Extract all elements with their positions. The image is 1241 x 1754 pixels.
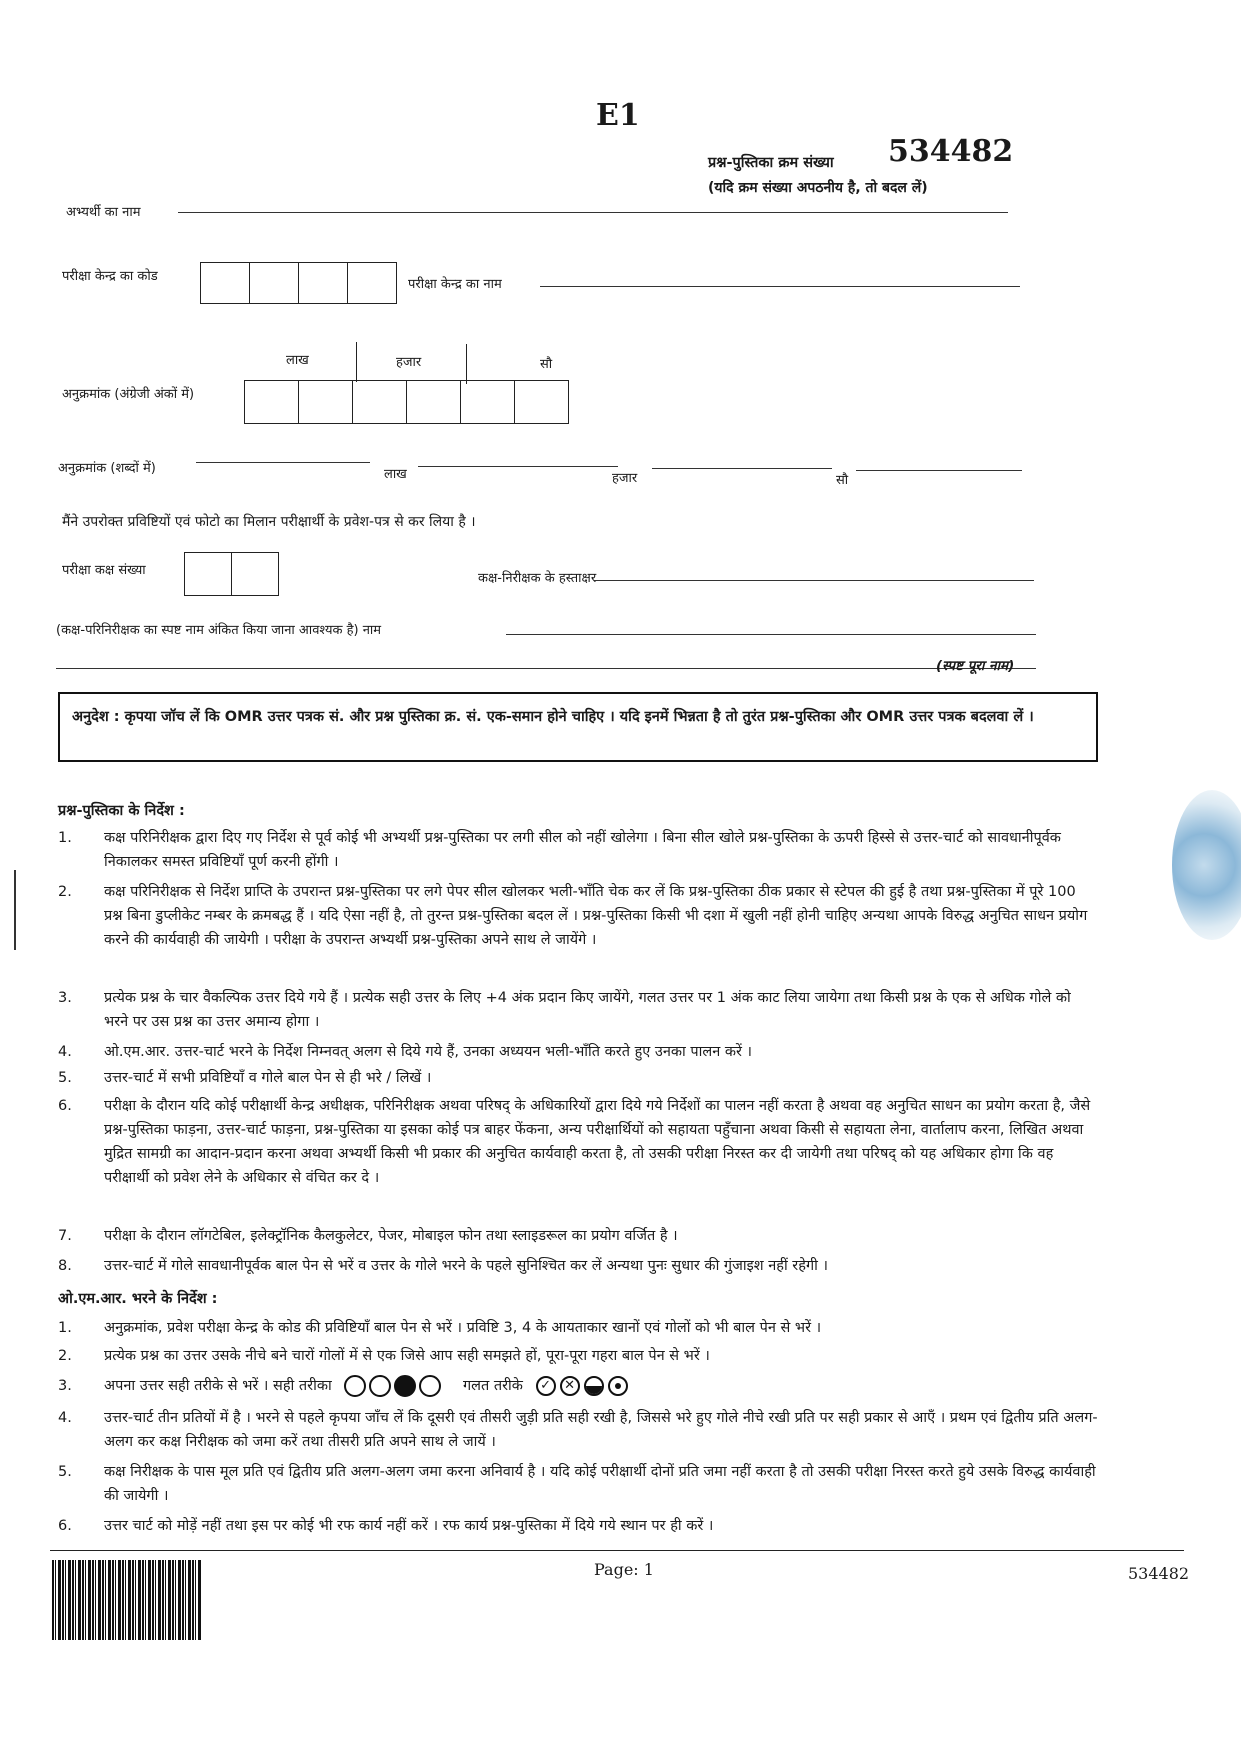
empty-bubble-icon — [369, 1375, 391, 1397]
instruction-number: 1. — [58, 830, 72, 846]
instruction-number: 4. — [58, 1044, 72, 1060]
lakh-header: लाख — [286, 353, 309, 368]
roll-digit-box[interactable] — [515, 381, 568, 423]
notice-box — [58, 692, 1098, 762]
candidate-name-label: अभ्यर्थी का नाम — [66, 205, 141, 220]
instruction-number: 6. — [58, 1098, 72, 1114]
roll-words-hazar: हजार — [612, 471, 638, 486]
omr-number: 5. — [58, 1464, 72, 1480]
centre-code-box[interactable] — [250, 263, 299, 303]
instruction-text: ओ.एम.आर. उत्तर-चार्ट भरने के निर्देश निम्नवत् अलग से दिये गये हैं, उनका अध्ययन भली-भाँति करते हुए उनका पालन करें । — [104, 1044, 753, 1060]
omr-text: प्रत्येक प्रश्न का उत्तर उसके नीचे बने चारों गोलों में से एक जिसे आप सही समझते हों, पूरा-पूरा गहरा बाल पेन से भरें । — [104, 1348, 710, 1364]
roll-digit-box[interactable] — [245, 381, 299, 423]
correct-method-text: अपना उत्तर सही तरीके से भरें । सही तरीका — [104, 1378, 332, 1394]
verify-statement: मैंने उपरोक्त प्रविष्टियों एवं फोटो का मिलान परीक्षार्थी के प्रवेश-पत्र से कर लिया है । — [62, 514, 476, 530]
filled-bubble-icon — [394, 1375, 416, 1397]
roll-words-sau: सौ — [836, 473, 849, 488]
instruction-number: 7. — [58, 1228, 72, 1244]
centre-name-label: परीक्षा केन्द्र का नाम — [408, 277, 502, 292]
instruction-text: प्रत्येक प्रश्न के चार वैकल्पिक उत्तर दिये गये हैं । प्रत्येक सही उत्तर के लिए +4 अंक प्रदान किए जायेंगे, गलत उत्तर पर 1 अंक काट लिया जायेगा तथा किसी प्रश्न के एक से अधिक गोले को भरने पर उस प्रश्न का उत्तर अमान्य होगा । — [104, 990, 1071, 1030]
booklet-serial-number: 534482 — [888, 134, 1014, 169]
invigilator-name-label: (कक्ष-परिनिरीक्षक का स्पष्ट नाम अंकित किया जाना आवश्यक है) नाम — [56, 623, 382, 638]
omr-number: 4. — [58, 1410, 72, 1426]
omr-instructions-title: ओ.एम.आर. भरने के निर्देश : — [58, 1291, 218, 1307]
instruction-text: परीक्षा के दौरान लॉगटेबिल, इलेक्ट्रॉनिक कैलकुलेटर, पेजर, मोबाइल फोन तथा स्लाइडरूल का प्रयोग वर्जित है । — [104, 1228, 678, 1244]
omr-text: उत्तर चार्ट को मोड़ें नहीं तथा इस पर कोई भी रफ कार्य नहीं करें । रफ कार्य प्रश्न-पुस्तिका में दिये गये स्थान पर ही करें । — [104, 1518, 714, 1534]
hazar-header: हजार — [396, 355, 422, 370]
roll-divider — [466, 344, 467, 384]
roll-digit-box[interactable] — [407, 381, 461, 423]
invigilator-sign-line[interactable] — [594, 580, 1034, 581]
tick-bubble-icon: ✓ — [536, 1376, 556, 1396]
invigilator-sign-label: कक्ष-निरीक्षक के हस्ताक्षर — [478, 571, 597, 586]
roll-divider — [356, 342, 357, 382]
centre-code-label: परीक्षा केन्द्र का कोड — [62, 269, 158, 284]
barcode-icon — [52, 1560, 202, 1640]
omr-text: अनुक्रमांक, प्रवेश परीक्षा केन्द्र के कोड की प्रविष्टियाँ बाल पेन से भरें । प्रविष्टि 3, 4 के आयताकार खानों एवं गोलों को भी बाल पेन से भरें । — [104, 1320, 822, 1336]
room-number-box[interactable] — [185, 553, 232, 595]
full-name-note: (स्पष्ट पूरा नाम) — [936, 658, 1015, 674]
omr-text: उत्तर-चार्ट तीन प्रतियों में है । भरने से पहले कृपया जाँच लें कि दूसरी एवं तीसरी जुड़ी प्रति सही रखी है, जिससे भरे हुए गोले नीचे रखी प्रति पर सही प्रकार से आएँ । प्रथम एवं द्वितीय प्रति अलग-अलग कर कक्ष निरीक्षक को जमा करें तथा तीसरी प्रति अपने साथ ले जायें । — [104, 1410, 1098, 1450]
roll-words-hazar-line[interactable] — [418, 466, 618, 467]
dot-bubble-icon — [608, 1376, 628, 1396]
empty-bubble-icon — [419, 1375, 441, 1397]
serial-note: (यदि क्रम संख्या अपठनीय है, तो बदल लें) — [708, 180, 928, 196]
instruction-text: उत्तर-चार्ट में गोले सावधानीपूर्वक बाल पेन से भरें व उत्तर के गोले भरने के पहले सुनिश्चित कर लें अन्यथा पुनः सुधार की गुंजाइश नहीं रहेगी । — [104, 1258, 828, 1274]
instruction-number: 5. — [58, 1070, 72, 1086]
instruction-number: 8. — [58, 1258, 72, 1274]
instruction-number: 3. — [58, 990, 72, 1006]
omr-number: 6. — [58, 1518, 72, 1534]
set-code: E1 — [596, 98, 640, 133]
wrong-method-text: गलत तरीके — [462, 1378, 523, 1394]
correct-method-bubbles — [344, 1378, 449, 1394]
roll-words-label: अनुक्रमांक (शब्दों में) — [58, 461, 156, 476]
booklet-instructions-title: प्रश्न-पुस्तिका के निर्देश : — [58, 803, 185, 819]
footer-serial-number: 534482 — [1128, 1564, 1190, 1583]
centre-code-box[interactable] — [348, 263, 396, 303]
centre-code-boxes[interactable] — [200, 262, 397, 304]
room-number-box[interactable] — [232, 553, 278, 595]
centre-code-box[interactable] — [201, 263, 250, 303]
invigilator-name-line[interactable] — [506, 634, 1036, 635]
cross-bubble-icon: ✕ — [560, 1376, 580, 1396]
centre-code-box[interactable] — [299, 263, 348, 303]
omr-number: 2. — [58, 1348, 72, 1364]
roll-digit-box[interactable] — [353, 381, 407, 423]
roll-digit-boxes[interactable] — [244, 380, 569, 424]
room-number-label: परीक्षा कक्ष संख्या — [62, 563, 146, 578]
booklet-serial-label: प्रश्न-पुस्तिका क्रम संख्या — [708, 155, 834, 171]
wrong-method-bubbles — [536, 1378, 632, 1394]
instruction-text: परीक्षा के दौरान यदि कोई परीक्षार्थी केन्द्र अधीक्षक, परिनिरीक्षक अथवा परिषद् के अधिकारियों द्वारा दिये गये निर्देशों का पालन नहीं करता है अथवा वह अनुचित साधन का प्रयोग करता है, जैसे प्रश्न-पुस्तिका फाड़ना, उत्तर-चार्ट फाड़ना, प्रश्न-पुस्तिका या इसका कोई पत्र बाहर फेंकना, अन्य परीक्षार्थियों को सहायता पहुँचाना अथवा किसी से सहायता लेना, वार्तालाप करना, लिखित अथवा मुद्रित सामग्री का आदान-प्रदान करना अथवा अभ्यर्थी किसी भी प्रकार की अनुचित कार्यवाही करता है, तो उसकी परीक्षा निरस्त कर दी जायेगी तथा परिषद् को यह अधिकार होगा कि वह परीक्षार्थी को प्रवेश लेने के अधिकार से वंचित कर दे । — [104, 1098, 1091, 1186]
roll-words-sau-line[interactable] — [652, 468, 832, 469]
binding-mark — [14, 870, 16, 950]
footer-rule — [50, 1550, 1184, 1551]
roll-words-lakh: लाख — [384, 467, 407, 482]
instruction-number: 2. — [58, 884, 72, 900]
candidate-name-line[interactable] — [178, 212, 1008, 213]
instruction-text: कक्ष परिनिरीक्षक द्वारा दिए गए निर्देश से पूर्व कोई भी अभ्यर्थी प्रश्न-पुस्तिका पर लगी सील को नहीं खोलेगा । बिना सील खोले प्रश्न-पुस्तिका के ऊपरी हिस्से से उत्तर-चार्ट को सावधानीपूर्वक निकालकर समस्त प्रविष्टियाँ पूर्ण करनी होंगी । — [104, 830, 1061, 870]
roll-digit-box[interactable] — [461, 381, 515, 423]
roll-words-lakh-line[interactable] — [196, 462, 370, 463]
empty-bubble-icon — [344, 1375, 366, 1397]
room-number-boxes[interactable] — [184, 552, 279, 596]
notice-text: अनुदेश : कृपया जॉच लें कि OMR उत्तर पत्रक सं. और प्रश्न पुस्तिका क्र. सं. एक-समान होने चाहिए । यदि इनमें भिन्नता है तो तुरंत प्रश्न-पुस्तिका और OMR उत्तर पत्रक बदलवा लें । — [72, 709, 1034, 725]
seal-stamp-icon — [1172, 790, 1241, 940]
full-name-line[interactable] — [56, 668, 1036, 669]
roll-digit-box[interactable] — [299, 381, 353, 423]
omr-number: 3. — [58, 1378, 72, 1394]
instruction-text: कक्ष परिनिरीक्षक से निर्देश प्राप्ति के उपरान्त प्रश्न-पुस्तिका पर लगे पेपर सील खोलकर भली-भाँति चेक कर लें कि प्रश्न-पुस्तिका ठीक प्रकार से स्टेपल की हुई है तथा प्रश्न-पुस्तिका में पूरे 100 प्रश्न बिना डुप्लीकेट नम्बर के क्रमबद्ध हैं । यदि ऐसा नहीं है, तो तुरन्त प्रश्न-पुस्तिका बदल लें । प्रश्न-पुस्तिका किसी भी दशा में खुली नहीं होनी चाहिए अन्यथा आपके विरुद्ध अनुचित साधन प्रयोग करने की कार्यवाही की जायेगी । परीक्षा के उपरान्त अभ्यर्थी प्रश्न-पुस्तिका अपने साथ ले जायेंगे । — [104, 884, 1088, 948]
sau-header: सौ — [540, 357, 553, 372]
omr-text: कक्ष निरीक्षक के पास मूल प्रति एवं द्वितीय प्रति अलग-अलग जमा करना अनिवार्य है । यदि कोई परीक्षार्थी दोनों प्रति जमा नहीं करता है तो उसकी परीक्षा निरस्त करते हुये उसके विरुद्ध कार्यवाही की जायेगी । — [104, 1464, 1096, 1504]
roll-digits-label: अनुक्रमांक (अंग्रेजी अंकों में) — [62, 387, 195, 402]
half-filled-bubble-icon — [584, 1376, 604, 1396]
roll-words-tail-line[interactable] — [856, 470, 1022, 471]
instruction-text: उत्तर-चार्ट में सभी प्रविष्टियाँ व गोले बाल पेन से ही भरे / लिखें । — [104, 1070, 432, 1086]
centre-name-line[interactable] — [540, 286, 1020, 287]
page-number: Page: 1 — [594, 1560, 654, 1579]
omr-number: 1. — [58, 1320, 72, 1336]
